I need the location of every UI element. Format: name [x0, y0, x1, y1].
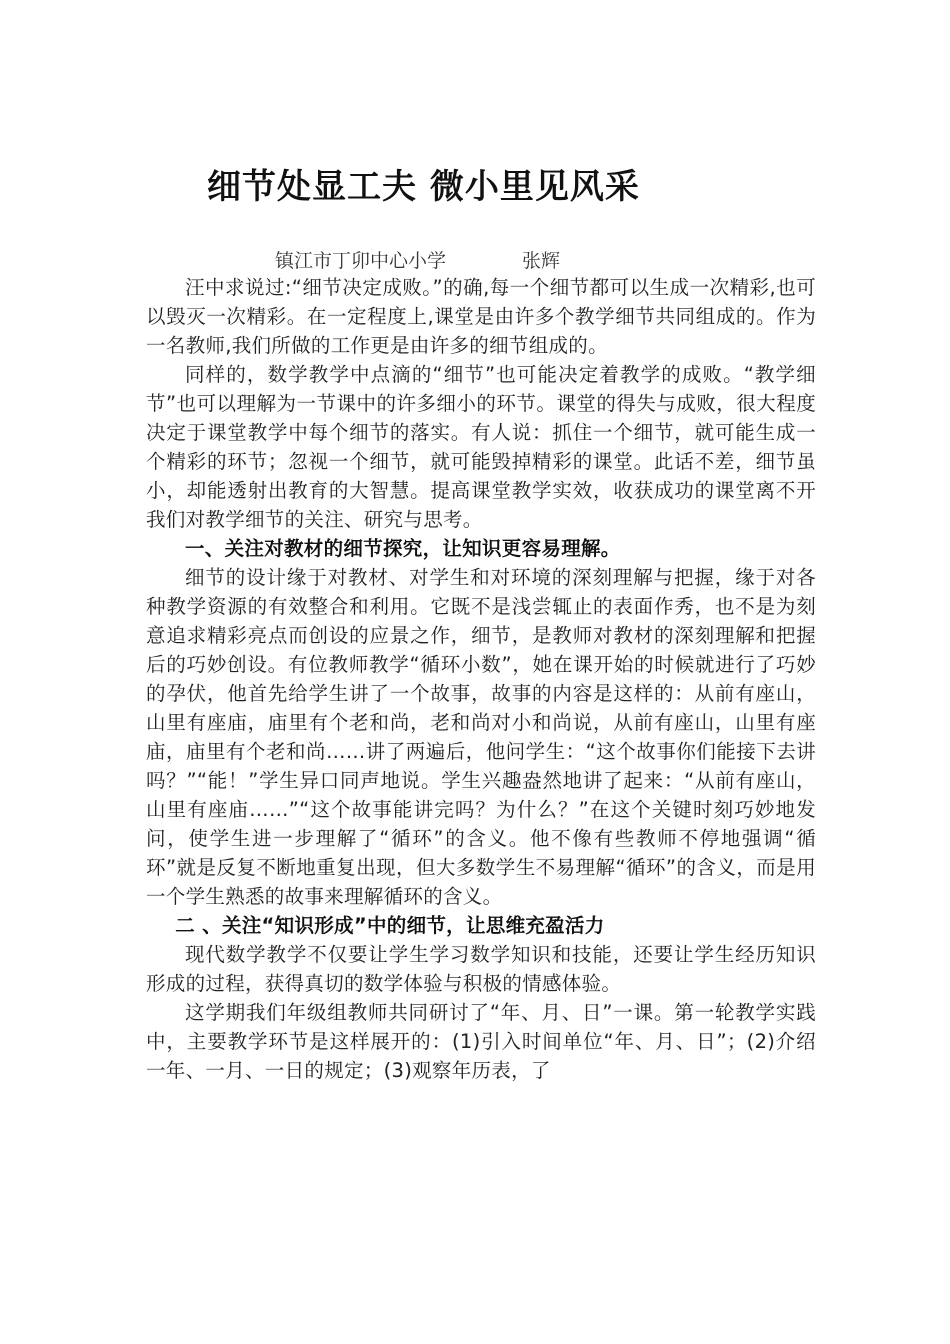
paragraph: 汪中求说过:“细节决定成败。”的确,每一个细节都可以生成一次精彩,也可以毁灭一次精彩。在一定程度上,课堂是由许多个教学细节共同组成的。作为一名教师,我们所做的工作更是由许多的细节组成的。 — [146, 276, 816, 357]
section-heading: 二 、关注“知识形成”中的细节，让思维充盈活力 — [175, 914, 605, 937]
school-name: 镇江市丁卯中心小学 — [275, 250, 447, 272]
paragraph: 细节的设计缘于对教材、对学生和对环境的深刻理解与把握，缘于对各种教学资源的有效整合和利用。它既不是浅尝辄止的表面作秀，也不是为刻意追求精彩亮点而创设的应景之作，细节，是教师对教材的深刻理解和把握后的巧妙创设。有位教师教学“循环小数”，她在课开始的时候就进行了巧妙的孕伏，他首先给学生讲了一个故事，故事的内容是这样的：从前有座山，山里有座庙，庙里有个老和尚，老和尚对小和尚说，从前有座山，山里有座庙，庙里有个老和尚……讲了两遍后，他问学生：“这个故事你们能接下去讲吗？”“能！”学生异口同声地说。学生兴趣盎然地讲了起来：“从前有座山，山里有座庙……”“这个故事能讲完吗？为什么？”在这个关键时刻巧妙地发问，使学生进一步理解了“循环”的含义。他不像有些教师不停地强调“循环”就是反复不断地重复出现，但大多数学生不易理解“循环”的含义，而是用一个学生熟悉的故事来理解循环的含义。 — [146, 566, 816, 908]
document-title: 细节处显工夫 微小里见风采 — [207, 167, 640, 207]
paragraph: 同样的，数学教学中点滴的“细节”也可能决定着教学的成败。“教学细节”也可以理解为一节课中的许多细小的环节。课堂的得失与成败，很大程度决定于课堂教学中每个细节的落实。有人说：抓住一个细节，就可能生成一个精彩的环节；忽视一个细节，就可能毁掉精彩的课堂。此话不差，细节虽小，却能透射出教育的大智慧。提高课堂教学实效，收获成功的课堂离不开我们对教学细节的关注、研究与思考。 — [146, 363, 816, 531]
section-heading: 一、关注对教材的细节探究，让知识更容易理解。 — [185, 537, 621, 560]
byline — [275, 247, 560, 275]
paragraph: 现代数学教学不仅要让学生学习数学知识和技能，还要让学生经历知识形成的过程，获得真切的数学体验与积极的情感体验。 — [146, 943, 816, 995]
document-body — [146, 273, 816, 1085]
author-name: 张辉 — [522, 250, 561, 272]
paragraph: 这学期我们年级组教师共同研讨了“年、月、日”一课。第一轮教学实践中，主要教学环节是这样展开的：(1)引入时间单位“年、月、日”；(2)介绍一年、一月、一日的规定；(3)观察年历表，了 — [146, 1001, 816, 1082]
